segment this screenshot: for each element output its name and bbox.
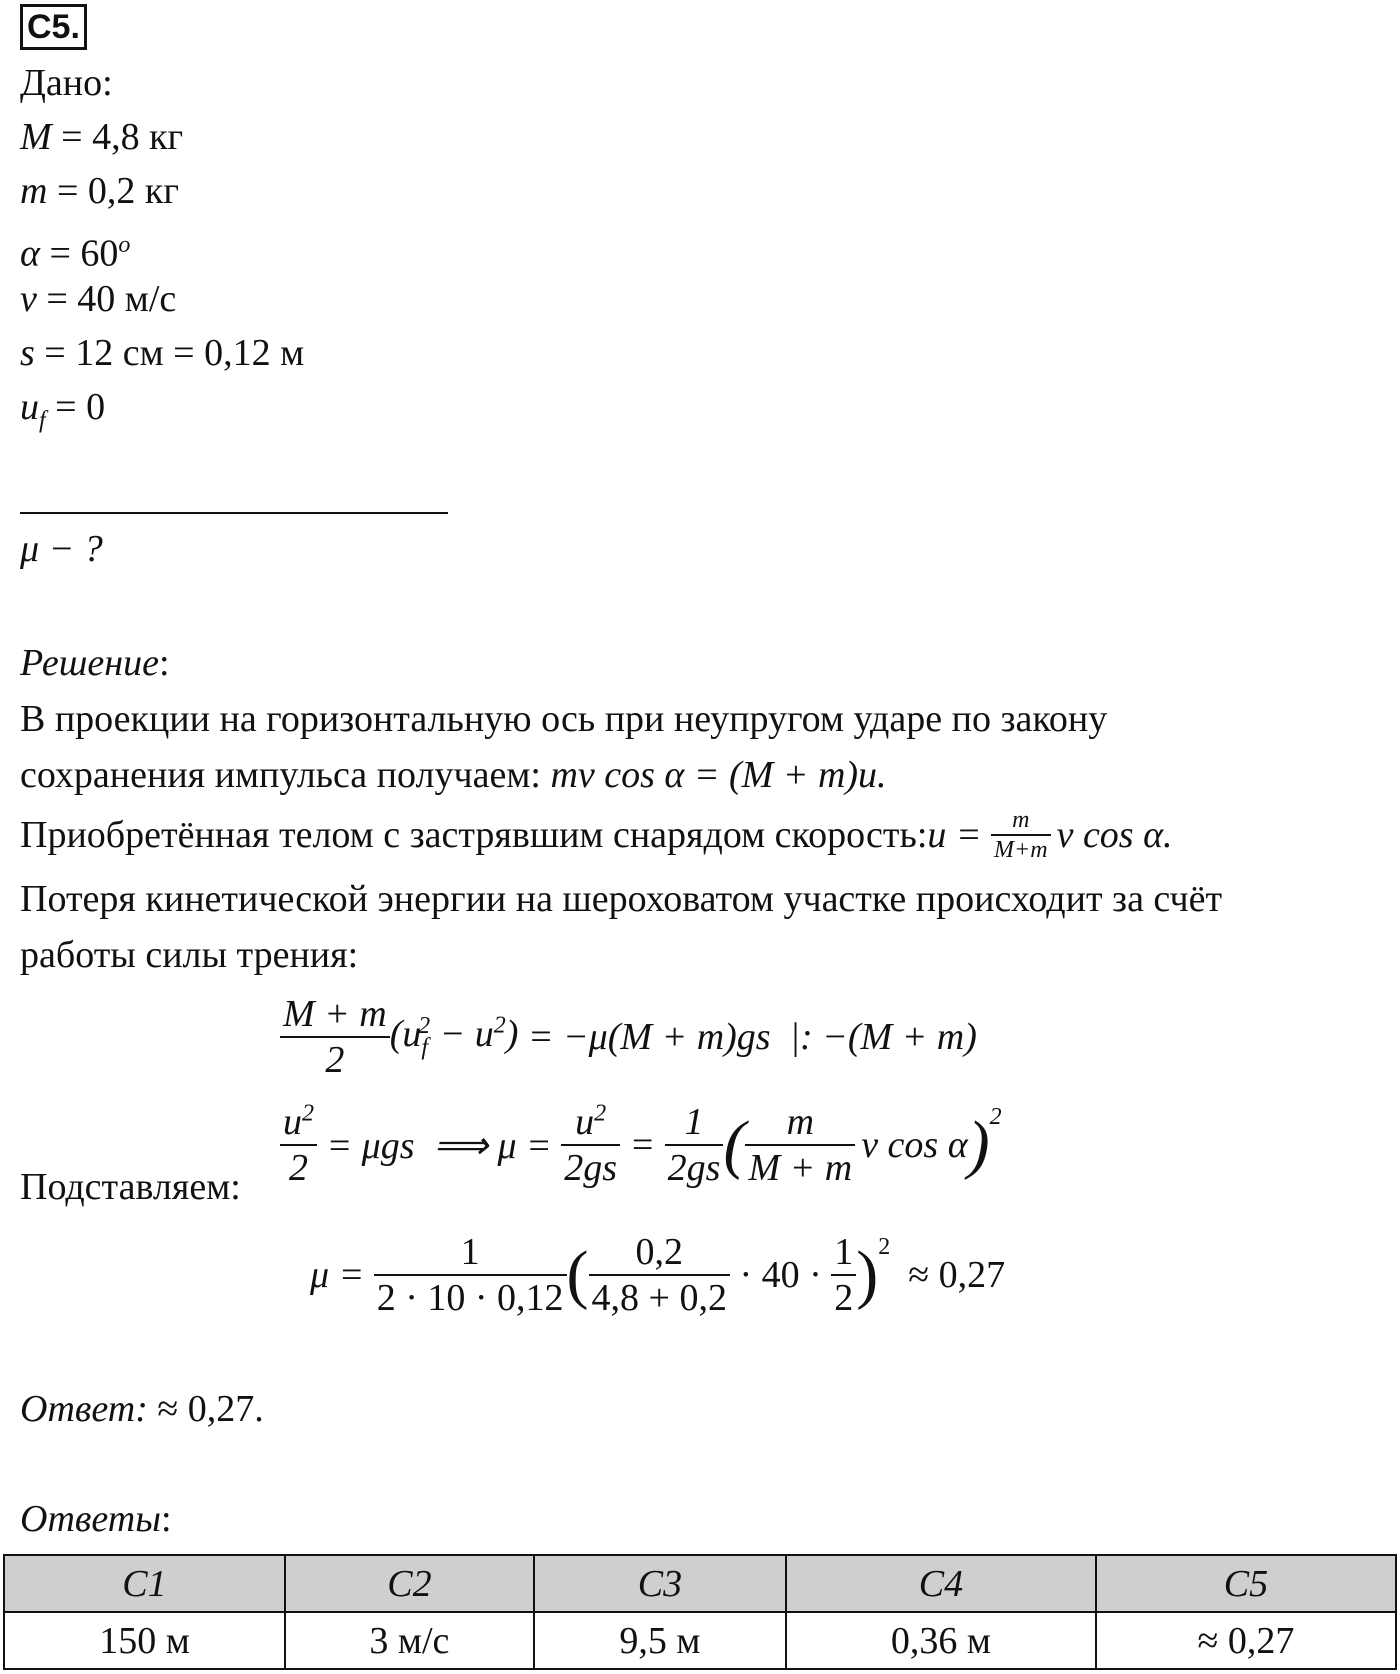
eq2-eqsign: = [620, 1124, 665, 1166]
u-squared-half [280, 1100, 317, 1190]
answer-label: Ответ: [20, 1388, 148, 1430]
table-header-cell: C2 [285, 1555, 534, 1612]
colon: : [160, 1498, 172, 1540]
eq3-mid: · 40 · [729, 1254, 832, 1296]
fraction-numerator: $u^2$ [280, 1100, 317, 1146]
given-var: u [20, 386, 39, 428]
numeric-fraction-1 [374, 1230, 567, 1320]
fraction-denominator: 4,8 + 0,2 [591, 1277, 727, 1319]
given-var: s [20, 332, 35, 374]
answer-value: ≈ 0,27. [147, 1388, 264, 1430]
find-line: μ − ? [20, 528, 103, 570]
velocity-fraction [991, 806, 1051, 864]
given-var: α [20, 232, 40, 275]
right-paren: ) [856, 1238, 879, 1311]
left-paren: ( [723, 1108, 746, 1181]
given-mass-small [20, 168, 179, 214]
fraction-denominator: 2gs [564, 1147, 617, 1189]
fraction-denominator: 2 [834, 1277, 854, 1319]
given-divider [20, 512, 448, 514]
right-paren: ) [967, 1108, 990, 1181]
one-over-2gs [665, 1100, 724, 1190]
p1-text: сохранения импульса получаем: [20, 754, 551, 796]
solution-p2 [20, 806, 1173, 864]
fraction-numerator: m [745, 1100, 855, 1146]
given-value: = 4,8 кг [51, 116, 184, 158]
given-angle [20, 222, 130, 277]
given-velocity [20, 276, 176, 322]
table-header-cell: C3 [534, 1555, 786, 1612]
fraction-numerator: 1 [374, 1230, 567, 1276]
answers-heading-line [20, 1496, 172, 1542]
fraction-numerator: $u^2$ [561, 1100, 620, 1146]
momentum-formula: mv cos α = (M + m)u. [550, 754, 887, 796]
friction-equation [280, 1100, 1002, 1190]
mass-ratio [745, 1100, 855, 1190]
fraction-numerator: 0,2 [589, 1230, 730, 1276]
p2-rest: v cos α. [1056, 814, 1173, 856]
table-header-cell: C4 [786, 1555, 1096, 1612]
table-cell: 0,36 м [786, 1612, 1096, 1669]
solution-heading-line [20, 640, 170, 686]
u-squared-over-2gs [561, 1100, 620, 1190]
answers-table [3, 1554, 1397, 1670]
given-var: m [20, 170, 48, 212]
numeric-fraction-2 [589, 1230, 730, 1320]
given-subscript: f [39, 407, 46, 434]
p2-lhs: u = [927, 814, 992, 856]
fraction-numerator: m [991, 806, 1051, 836]
given-value: = 40 м/с [36, 278, 177, 320]
table-header-row [4, 1555, 1396, 1612]
eq3-lhs: μ = [310, 1254, 374, 1296]
given-value: = 60 [39, 232, 119, 275]
solution-p3-line2: работы силы трения: [20, 934, 359, 976]
solution-p1-line2 [20, 752, 887, 798]
colon: : [158, 642, 170, 684]
table-cell: ≈ 0,27 [1096, 1612, 1396, 1669]
answers-heading: Ответы [20, 1498, 161, 1540]
given-value: = 0,2 кг [47, 170, 179, 212]
fraction-denominator: M+m [994, 837, 1048, 863]
table-cell: 3 м/с [285, 1612, 534, 1669]
given-final-speed [20, 384, 105, 444]
eq3-tail: ≈ 0,27 [908, 1254, 1006, 1296]
degree-mark: o [118, 232, 131, 258]
given-distance [20, 330, 304, 376]
solution-heading: Решение [20, 642, 159, 684]
given-value: = 12 см = 0,12 м [34, 332, 305, 374]
problem-label: C5. [20, 4, 87, 50]
left-paren: ( [566, 1238, 589, 1311]
table-header-cell: C1 [4, 1555, 285, 1612]
square-exponent: 2 [989, 1104, 1002, 1130]
numeric-fraction-3 [831, 1230, 856, 1320]
fraction-numerator: 1 [831, 1230, 856, 1276]
substitute-label: Подставляем: [20, 1166, 241, 1208]
table-row [4, 1612, 1396, 1669]
answer-line [20, 1386, 264, 1432]
eq2-mid: = μgs ⟹ μ = [317, 1124, 562, 1167]
numeric-equation [310, 1230, 1005, 1320]
given-mass-big [20, 114, 183, 160]
energy-equation [280, 992, 977, 1082]
paren-group: $(u_f^2 - u^2)$ [389, 1012, 519, 1061]
fraction-numerator: 1 [665, 1100, 724, 1146]
fraction-denominator: 2 · 10 · 0,12 [376, 1277, 564, 1319]
mass-half-fraction [280, 992, 390, 1082]
table-header-cell: C5 [1096, 1555, 1396, 1612]
given-var: M [20, 116, 52, 158]
fraction-denominator: 2 [325, 1039, 345, 1081]
table-cell: 9,5 м [534, 1612, 786, 1669]
solution-p3-line1: Потеря кинетической энергии на шероховатом участке происходит за счёт [20, 878, 1223, 920]
fraction-denominator: 2 [289, 1147, 308, 1189]
fraction-numerator: M + m [280, 992, 390, 1038]
given-heading: Дано: [20, 62, 113, 104]
p2-text: Приобретённая телом с застрявшим снарядом скорость: [20, 814, 928, 856]
eq1-rest: = −μ(M + m)gs |: −(M + m) [518, 1016, 977, 1058]
solution-p1-line1: В проекции на горизонтальную ось при неупругом ударе по закону [20, 698, 1108, 740]
eq2-tail: v cos α [861, 1124, 968, 1166]
table-cell: 150 м [4, 1612, 285, 1669]
fraction-denominator: M + m [748, 1147, 853, 1189]
given-value: = 0 [45, 386, 106, 428]
square-exponent: 2 [878, 1234, 891, 1260]
given-var: v [20, 278, 37, 320]
fraction-denominator: 2gs [667, 1147, 721, 1189]
